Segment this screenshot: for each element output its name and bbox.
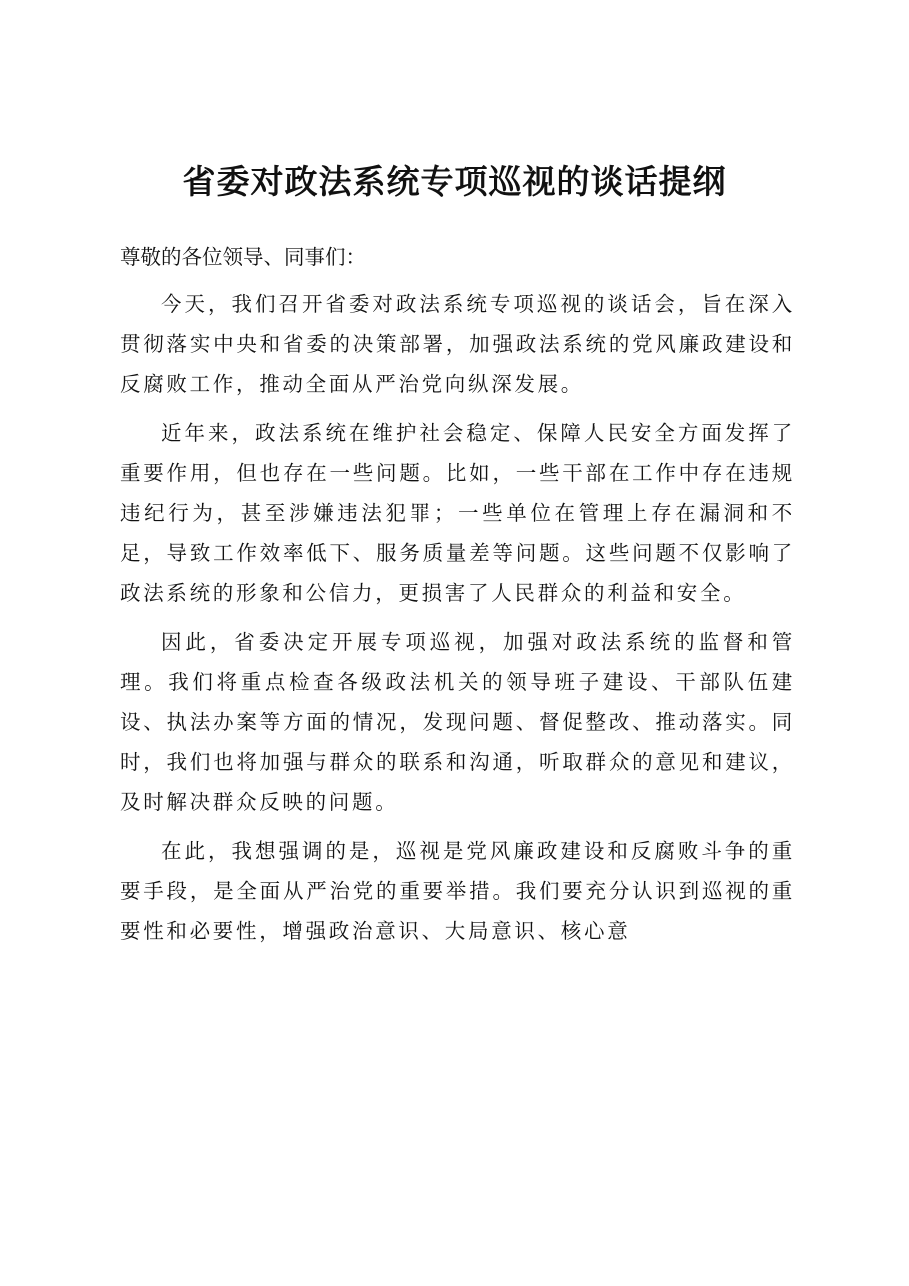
- salutation: 尊敬的各位领导、同事们：: [120, 245, 366, 269]
- paragraph-3: 因此，省委决定开展专项巡视，加强对政法系统的监督和管理。我们将重点检查各级政法机关的领导班子建设、干部队伍建设、执法办案等方面的情况，发现问题、督促整改、推动落实。同时，我们也将加强与群众的联系和沟通，听取群众的意见和建议，及时解决群众反映的问题。: [120, 630, 795, 814]
- paragraph-2: 近年来，政法系统在维护社会稳定、保障人民安全方面发挥了重要作用，但也存在一些问题。比如，一些干部在工作中存在违规违纪行为，甚至涉嫌违法犯罪；一些单位在管理上存在漏洞和不足，导致工作效率低下、服务质量差等问题。这些问题不仅影响了政法系统的形象和公信力，更损害了人民群众的利益和安全。: [120, 421, 795, 605]
- paragraph-1: 今天，我们召开省委对政法系统专项巡视的谈话会，旨在深入贯彻落实中央和省委的决策部署，加强政法系统的党风廉政建设和反腐败工作，推动全面从严治党向纵深发展。: [120, 292, 795, 396]
- document-body: [120, 284, 795, 960]
- page-title: 省委对政法系统专项巡视的谈话提纲: [182, 162, 727, 201]
- paragraph-4: 在此，我想强调的是，巡视是党风廉政建设和反腐败斗争的重要手段，是全面从严治党的重要举措。我们要充分认识到巡视的重要性和必要性，增强政治意识、大局意识、核心意: [120, 839, 795, 943]
